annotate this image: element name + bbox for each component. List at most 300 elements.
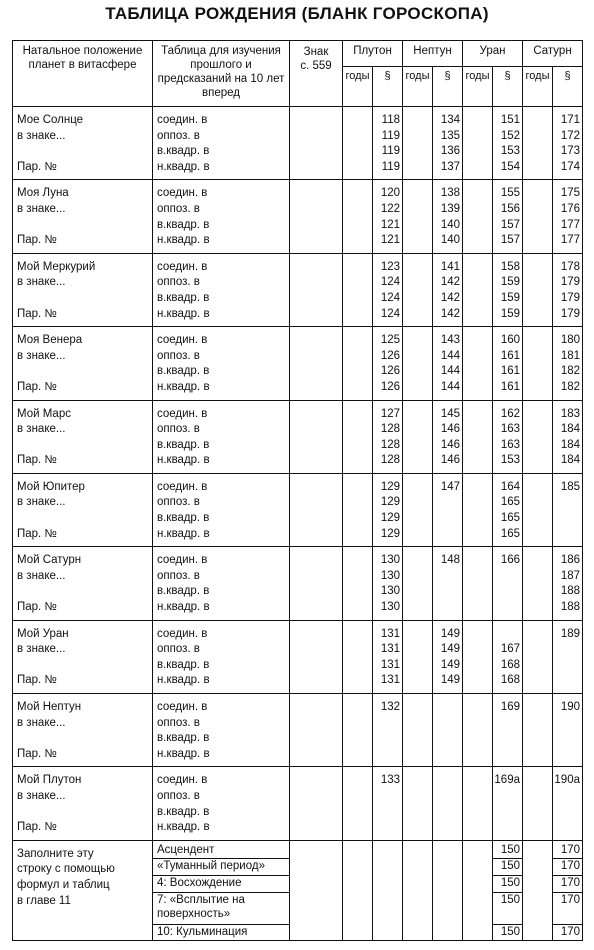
aspect-cell bbox=[153, 253, 290, 326]
planet-row bbox=[13, 620, 583, 693]
aspect-label: оппоз. в bbox=[157, 276, 200, 289]
aspect-label: оппоз. в bbox=[157, 349, 200, 362]
aspect-label: в.квадр. в bbox=[157, 512, 210, 525]
planet-position-line: Моя Луна bbox=[17, 187, 69, 200]
footer-saturn-value: 170 bbox=[553, 876, 582, 893]
footer-saturn-value: 170 bbox=[553, 843, 582, 860]
neptune-para-cell bbox=[433, 620, 463, 693]
aspect-cell bbox=[153, 547, 290, 620]
pluto-para-value: 130 bbox=[380, 569, 400, 582]
neptune-para-value bbox=[433, 511, 462, 527]
pluto-para-cell bbox=[373, 400, 403, 473]
aspect-label: оппоз. в bbox=[157, 129, 200, 142]
saturn-para-value: 179 bbox=[560, 276, 580, 289]
horoscope-table bbox=[12, 40, 583, 941]
pluto-para-value: 123 bbox=[380, 260, 400, 273]
planet-position-line: Мой Сатурн bbox=[17, 554, 82, 567]
neptune-para-value bbox=[433, 600, 462, 616]
planet-row bbox=[13, 253, 583, 326]
saturn-para-value: 177 bbox=[560, 234, 580, 247]
footer-uranus-para bbox=[493, 840, 523, 940]
planet-position-line bbox=[17, 658, 152, 674]
planet-position-cell bbox=[13, 620, 153, 693]
planet-row bbox=[13, 547, 583, 620]
uranus-para-value: 161 bbox=[500, 365, 520, 378]
pluto-para-value: 131 bbox=[380, 674, 400, 687]
uranus-years-cell bbox=[463, 327, 493, 400]
header-sign-line2: с. 559 bbox=[300, 60, 332, 72]
uranus-para-value: 159 bbox=[500, 276, 520, 289]
planet-position-line: Мой Юпитер bbox=[17, 480, 85, 493]
saturn-para-value bbox=[553, 527, 582, 543]
saturn-para-cell bbox=[553, 620, 583, 693]
footer-neptune-para bbox=[433, 840, 463, 940]
footer-saturn-value: 170 bbox=[553, 893, 582, 925]
planet-position-line: в знаке... bbox=[17, 202, 66, 215]
footer-item-ascension: 4: Восхождение bbox=[153, 876, 289, 893]
uranus-para-value: 157 bbox=[500, 234, 520, 247]
saturn-para-value: 187 bbox=[560, 569, 580, 582]
aspect-label: н.квадр. в bbox=[157, 674, 210, 687]
footer-saturn-para bbox=[553, 840, 583, 940]
uranus-para-value: 165 bbox=[500, 512, 520, 525]
planet-position-line: Мой Уран bbox=[17, 627, 69, 640]
neptune-years-cell bbox=[403, 767, 433, 840]
neptune-years-cell bbox=[403, 107, 433, 180]
uranus-para-cell bbox=[493, 107, 523, 180]
planet-row bbox=[13, 767, 583, 840]
footer-uranus-value: 150 bbox=[493, 843, 522, 860]
saturn-para-value: 184 bbox=[560, 454, 580, 467]
saturn-para-value bbox=[553, 658, 582, 674]
saturn-para-value: 172 bbox=[560, 129, 580, 142]
saturn-years-cell bbox=[523, 694, 553, 767]
pluto-para-value: 124 bbox=[380, 276, 400, 289]
uranus-para-value: 165 bbox=[500, 527, 520, 540]
footer-saturn-years bbox=[523, 840, 553, 940]
neptune-para-value bbox=[433, 731, 462, 747]
planet-position-line: в знаке... bbox=[17, 276, 66, 289]
saturn-para-value: 183 bbox=[560, 407, 580, 420]
planet-position-line: Пар. № bbox=[17, 234, 57, 247]
neptune-para-value: 141 bbox=[440, 260, 460, 273]
neptune-para-value: 144 bbox=[440, 365, 460, 378]
footer-uranus-value: 150 bbox=[493, 893, 522, 925]
neptune-para-value bbox=[433, 700, 462, 716]
header-para: § bbox=[553, 67, 583, 107]
aspect-label: в.квадр. в bbox=[157, 805, 210, 818]
planet-position-cell bbox=[13, 400, 153, 473]
planet-position-line bbox=[17, 364, 152, 380]
neptune-para-cell bbox=[433, 400, 463, 473]
pluto-para-value: 125 bbox=[380, 334, 400, 347]
pluto-years-cell bbox=[343, 400, 373, 473]
planet-position-line: Пар. № bbox=[17, 160, 57, 173]
footer-item-culmination: 10: Кульминация bbox=[157, 925, 248, 938]
saturn-para-value: 189 bbox=[560, 627, 580, 640]
sign-cell bbox=[290, 180, 343, 253]
pluto-para-value: 122 bbox=[380, 202, 400, 215]
neptune-para-cell bbox=[433, 473, 463, 546]
aspect-label: соедин. в bbox=[157, 480, 208, 493]
neptune-para-value: 139 bbox=[440, 202, 460, 215]
neptune-para-value: 146 bbox=[440, 438, 460, 451]
saturn-years-cell bbox=[523, 473, 553, 546]
planet-row bbox=[13, 473, 583, 546]
pluto-para-value: 131 bbox=[380, 643, 400, 656]
aspect-label: в.квадр. в bbox=[157, 365, 210, 378]
neptune-para-value bbox=[433, 495, 462, 511]
neptune-para-value: 136 bbox=[440, 145, 460, 158]
neptune-para-value: 149 bbox=[440, 674, 460, 687]
neptune-para-value: 149 bbox=[440, 643, 460, 656]
planet-position-line: Пар. № bbox=[17, 527, 57, 540]
aspect-label: н.квадр. в bbox=[157, 380, 210, 393]
planet-position-line bbox=[17, 805, 152, 821]
neptune-para-cell bbox=[433, 253, 463, 326]
saturn-para-value: 182 bbox=[560, 380, 580, 393]
saturn-para-value bbox=[553, 495, 582, 511]
uranus-para-value bbox=[493, 569, 522, 585]
footer-saturn-value: 170 bbox=[553, 859, 582, 876]
uranus-para-value: 158 bbox=[500, 260, 520, 273]
neptune-para-value: 146 bbox=[440, 454, 460, 467]
pluto-para-cell bbox=[373, 107, 403, 180]
pluto-para-value: 128 bbox=[380, 423, 400, 436]
header-uranus: Уран bbox=[463, 41, 523, 67]
neptune-para-cell bbox=[433, 107, 463, 180]
uranus-para-value: 152 bbox=[500, 129, 520, 142]
aspect-label: н.квадр. в bbox=[157, 160, 210, 173]
pluto-para-value: 130 bbox=[380, 601, 400, 614]
neptune-para-value: 142 bbox=[440, 291, 460, 304]
pluto-para-value: 131 bbox=[380, 627, 400, 640]
neptune-para-cell bbox=[433, 694, 463, 767]
planet-position-cell bbox=[13, 694, 153, 767]
saturn-para-value: 177 bbox=[560, 218, 580, 231]
planet-position-line bbox=[17, 218, 152, 234]
aspect-label: соедин. в bbox=[157, 407, 208, 420]
uranus-para-value: 164 bbox=[500, 480, 520, 493]
pluto-para-cell bbox=[373, 473, 403, 546]
pluto-para-value: 129 bbox=[380, 512, 400, 525]
neptune-para-value bbox=[433, 820, 462, 836]
neptune-para-value bbox=[433, 716, 462, 732]
uranus-para-value: 163 bbox=[500, 438, 520, 451]
saturn-para-cell bbox=[553, 400, 583, 473]
uranus-years-cell bbox=[463, 473, 493, 546]
saturn-para-value: 180 bbox=[560, 334, 580, 347]
neptune-para-cell bbox=[433, 767, 463, 840]
neptune-para-value bbox=[433, 773, 462, 789]
planet-position-line: Пар. № bbox=[17, 454, 57, 467]
uranus-years-cell bbox=[463, 400, 493, 473]
header-years: годы bbox=[523, 67, 553, 107]
planet-row bbox=[13, 694, 583, 767]
saturn-para-cell bbox=[553, 327, 583, 400]
neptune-para-value: 148 bbox=[440, 554, 460, 567]
neptune-para-value: 149 bbox=[440, 658, 460, 671]
saturn-para-value: 185 bbox=[560, 480, 580, 493]
aspect-label: соедин. в bbox=[157, 701, 208, 713]
saturn-para-value bbox=[553, 820, 582, 836]
neptune-para-value: 145 bbox=[440, 407, 460, 420]
pluto-years-cell bbox=[343, 767, 373, 840]
planet-row bbox=[13, 400, 583, 473]
aspect-cell bbox=[153, 327, 290, 400]
uranus-para-value bbox=[493, 600, 522, 616]
aspect-label: оппоз. в bbox=[157, 716, 200, 729]
neptune-years-cell bbox=[403, 694, 433, 767]
neptune-years-cell bbox=[403, 547, 433, 620]
footer-uranus-value: 150 bbox=[493, 876, 522, 893]
uranus-para-value bbox=[493, 789, 522, 805]
saturn-para-value: 179 bbox=[560, 307, 580, 320]
neptune-para-value: 137 bbox=[440, 160, 460, 173]
planet-position-line: Моя Венера bbox=[17, 334, 83, 347]
neptune-para-value: 134 bbox=[440, 114, 460, 126]
planet-position-line: Пар. № bbox=[17, 307, 57, 320]
uranus-para-value bbox=[493, 747, 522, 763]
saturn-para-value: 186 bbox=[560, 554, 580, 567]
uranus-para-value: 157 bbox=[500, 218, 520, 231]
uranus-para-cell bbox=[493, 694, 523, 767]
uranus-para-value: 153 bbox=[500, 454, 520, 467]
pluto-para-value: 126 bbox=[380, 380, 400, 393]
footer-note-line: Заполните эту bbox=[17, 847, 94, 860]
planet-position-line: Пар. № bbox=[17, 380, 57, 393]
aspect-label: оппоз. в bbox=[157, 202, 200, 215]
saturn-para-cell bbox=[553, 107, 583, 180]
pluto-para-cell bbox=[373, 180, 403, 253]
uranus-years-cell bbox=[463, 620, 493, 693]
sign-cell bbox=[290, 694, 343, 767]
planet-position-line: в знаке... bbox=[17, 789, 66, 802]
planet-position-line: Пар. № bbox=[17, 747, 57, 760]
pluto-para-value: 121 bbox=[380, 234, 400, 247]
pluto-para-value bbox=[373, 716, 402, 732]
saturn-para-value: 178 bbox=[560, 260, 580, 273]
uranus-para-value: 155 bbox=[500, 187, 520, 200]
uranus-para-value: 165 bbox=[500, 496, 520, 509]
pluto-para-value: 130 bbox=[380, 585, 400, 598]
footer-note-line: в главе 11 bbox=[17, 894, 71, 907]
uranus-years-cell bbox=[463, 253, 493, 326]
aspect-label: н.квадр. в bbox=[157, 821, 210, 834]
neptune-para-value: 144 bbox=[440, 380, 460, 393]
uranus-para-cell bbox=[493, 253, 523, 326]
uranus-years-cell bbox=[463, 107, 493, 180]
uranus-years-cell bbox=[463, 547, 493, 620]
pluto-para-value: 132 bbox=[380, 701, 400, 713]
aspect-cell bbox=[153, 107, 290, 180]
planet-position-line bbox=[17, 291, 152, 307]
footer-item-fog-period: «Туманный период» bbox=[153, 859, 289, 876]
saturn-para-value: 188 bbox=[560, 585, 580, 598]
saturn-para-value: 182 bbox=[560, 365, 580, 378]
saturn-years-cell bbox=[523, 253, 553, 326]
uranus-years-cell bbox=[463, 180, 493, 253]
saturn-para-value: 190 bbox=[560, 701, 580, 713]
pluto-para-value: 119 bbox=[381, 129, 400, 142]
planet-position-line: в знаке... bbox=[17, 349, 66, 362]
header-years: годы bbox=[463, 67, 493, 107]
header-saturn: Сатурн bbox=[523, 41, 583, 67]
neptune-para-value bbox=[433, 569, 462, 585]
footer-pluto-para bbox=[373, 840, 403, 940]
aspect-label: н.квадр. в bbox=[157, 454, 210, 467]
saturn-para-value bbox=[553, 747, 582, 763]
planet-row bbox=[13, 327, 583, 400]
pluto-para-value: 120 bbox=[380, 187, 400, 200]
saturn-para-value bbox=[553, 805, 582, 821]
planet-position-line: Пар. № bbox=[17, 821, 57, 834]
planet-position-cell bbox=[13, 253, 153, 326]
saturn-years-cell bbox=[523, 620, 553, 693]
aspect-label: соедин. в bbox=[157, 554, 208, 567]
saturn-para-value: 174 bbox=[560, 160, 580, 173]
pluto-years-cell bbox=[343, 547, 373, 620]
sign-cell bbox=[290, 473, 343, 546]
pluto-para-value bbox=[373, 789, 402, 805]
saturn-years-cell bbox=[523, 107, 553, 180]
uranus-para-value bbox=[493, 731, 522, 747]
neptune-para-value: 144 bbox=[440, 349, 460, 362]
planet-position-line bbox=[17, 584, 152, 600]
planet-position-line bbox=[17, 144, 152, 160]
header-position: Натальное положение планет в витасфере bbox=[13, 41, 153, 107]
saturn-para-value: 184 bbox=[560, 438, 580, 451]
planet-position-line: Пар. № bbox=[17, 674, 57, 687]
neptune-para-value: 149 bbox=[440, 627, 460, 640]
pluto-para-cell bbox=[373, 547, 403, 620]
neptune-para-value: 147 bbox=[440, 480, 460, 493]
saturn-para-value: 175 bbox=[560, 187, 580, 200]
aspect-label: соедин. в bbox=[157, 334, 208, 347]
uranus-para-value: 162 bbox=[500, 407, 520, 420]
saturn-para-cell bbox=[553, 180, 583, 253]
uranus-para-value: 169 bbox=[500, 701, 520, 713]
saturn-para-value bbox=[553, 731, 582, 747]
planet-position-line bbox=[17, 731, 152, 747]
footer-item-surfacing: 7: «Всплытие на поверхность» bbox=[153, 893, 289, 925]
pluto-para-value bbox=[373, 820, 402, 836]
header-years: годы bbox=[403, 67, 433, 107]
uranus-para-value: 154 bbox=[500, 160, 520, 173]
pluto-para-value bbox=[373, 747, 402, 763]
uranus-para-value bbox=[493, 627, 522, 643]
aspect-cell bbox=[153, 473, 290, 546]
aspect-label: соедин. в bbox=[157, 774, 208, 787]
pluto-para-value: 126 bbox=[380, 365, 400, 378]
planet-position-line: Мой Меркурий bbox=[17, 260, 96, 273]
pluto-years-cell bbox=[343, 694, 373, 767]
neptune-para-value: 146 bbox=[440, 423, 460, 436]
uranus-para-value: 161 bbox=[500, 349, 520, 362]
aspect-label: н.квадр. в bbox=[157, 307, 210, 320]
neptune-para-value bbox=[433, 805, 462, 821]
uranus-para-value: 168 bbox=[500, 674, 520, 687]
pluto-years-cell bbox=[343, 620, 373, 693]
uranus-para-value: 166 bbox=[500, 554, 520, 567]
footer-pluto-years bbox=[343, 840, 373, 940]
planet-position-line: в знаке... bbox=[17, 643, 66, 656]
planet-position-cell bbox=[13, 547, 153, 620]
neptune-years-cell bbox=[403, 253, 433, 326]
saturn-para-value: 171 bbox=[560, 114, 580, 126]
saturn-years-cell bbox=[523, 547, 553, 620]
uranus-para-value: 163 bbox=[500, 423, 520, 436]
aspect-label: н.квадр. в bbox=[157, 234, 210, 247]
pluto-years-cell bbox=[343, 327, 373, 400]
neptune-years-cell bbox=[403, 400, 433, 473]
saturn-para-cell bbox=[553, 253, 583, 326]
planet-position-cell bbox=[13, 473, 153, 546]
neptune-para-cell bbox=[433, 180, 463, 253]
aspect-label: н.квадр. в bbox=[157, 601, 210, 614]
header-neptune: Нептун bbox=[403, 41, 463, 67]
uranus-para-value: 161 bbox=[500, 380, 520, 393]
header-para: § bbox=[433, 67, 463, 107]
pluto-para-cell bbox=[373, 253, 403, 326]
neptune-para-value: 142 bbox=[440, 307, 460, 320]
sign-cell bbox=[290, 107, 343, 180]
pluto-para-value bbox=[373, 805, 402, 821]
uranus-para-value: 160 bbox=[500, 334, 520, 347]
saturn-para-value: 184 bbox=[560, 423, 580, 436]
footer-uranus-value: 150 bbox=[493, 859, 522, 876]
uranus-para-value: 156 bbox=[500, 202, 520, 215]
pluto-years-cell bbox=[343, 253, 373, 326]
neptune-para-cell bbox=[433, 547, 463, 620]
sign-cell bbox=[290, 620, 343, 693]
uranus-para-value: 151 bbox=[500, 114, 520, 126]
saturn-para-value bbox=[553, 511, 582, 527]
neptune-years-cell bbox=[403, 327, 433, 400]
aspect-label: в.квадр. в bbox=[157, 145, 210, 158]
neptune-para-value: 142 bbox=[440, 276, 460, 289]
aspect-label: соедин. в bbox=[157, 260, 208, 273]
pluto-para-value: 131 bbox=[380, 658, 400, 671]
planet-position-cell bbox=[13, 327, 153, 400]
planet-position-cell bbox=[13, 107, 153, 180]
planet-position-line: Мое Солнце bbox=[17, 114, 84, 126]
header-pluto: Плутон bbox=[343, 41, 403, 67]
planet-position-cell bbox=[13, 767, 153, 840]
header-sign-line1: Знак bbox=[303, 46, 329, 58]
aspect-label: соедин. в bbox=[157, 627, 208, 640]
neptune-para-value: 138 bbox=[440, 187, 460, 200]
uranus-para-cell bbox=[493, 767, 523, 840]
pluto-para-value: 126 bbox=[380, 349, 400, 362]
neptune-para-value: 143 bbox=[440, 334, 460, 347]
neptune-para-value: 135 bbox=[440, 129, 460, 142]
footer-note-line: строку с помощью bbox=[17, 863, 115, 876]
neptune-years-cell bbox=[403, 473, 433, 546]
aspect-cell bbox=[153, 694, 290, 767]
neptune-para-value: 140 bbox=[440, 234, 460, 247]
pluto-years-cell bbox=[343, 180, 373, 253]
footer-neptune-years bbox=[403, 840, 433, 940]
uranus-para-value bbox=[493, 805, 522, 821]
neptune-years-cell bbox=[403, 620, 433, 693]
aspect-label: в.квадр. в bbox=[157, 291, 210, 304]
planet-position-line: Мой Нептун bbox=[17, 701, 82, 713]
aspect-cell bbox=[153, 620, 290, 693]
saturn-para-value: 173 bbox=[560, 145, 580, 158]
aspect-label: оппоз. в bbox=[157, 643, 200, 656]
header-para: § bbox=[493, 67, 523, 107]
